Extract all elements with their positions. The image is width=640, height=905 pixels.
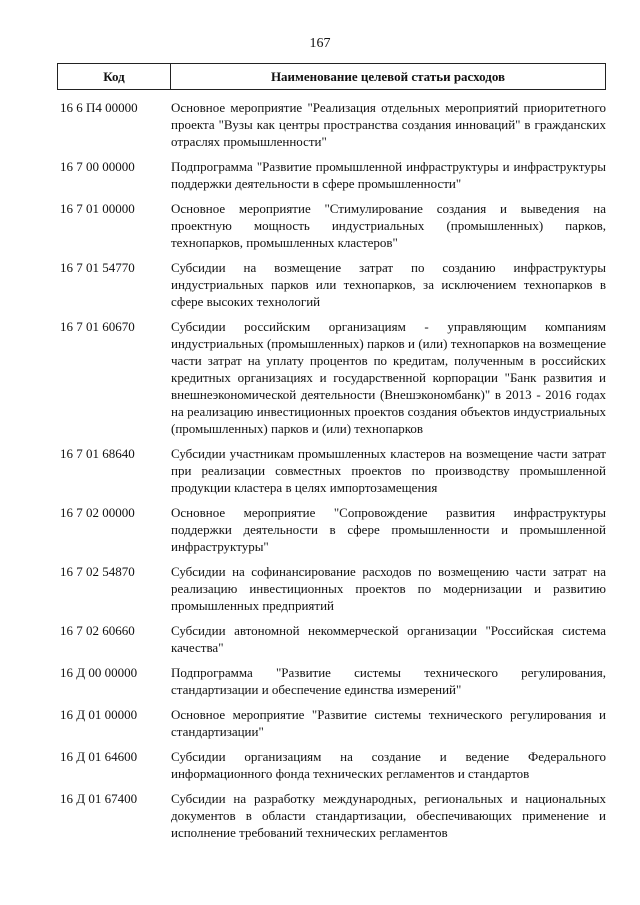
row-name: Субсидии на разработку международных, региональных и национальных документов в области стандартизации, обеспечивающих применение и исполнение требований технических регламентов <box>171 791 606 840</box>
row-code: 16 Д 01 64600 <box>60 749 138 764</box>
row-code: 16 Д 01 00000 <box>60 707 138 722</box>
table-row <box>57 563 606 614</box>
row-code: 16 7 01 00000 <box>60 201 135 216</box>
header-code: Код <box>57 64 171 89</box>
row-name: Основное мероприятие "Реализация отдельных мероприятий приоритетного проекта "Вузы как центры пространства создания инноваций" в гражданских отраслях промышленности" <box>171 100 606 149</box>
row-name: Субсидии российским организациям - управляющим компаниям индустриальных (промышленных) парков и (или) технопарков на возмещение части затрат на уплату процентов по кредитам, полученным в российских кредитных организациях и государственной корпорации "Банк развития и внешнеэкономической деятельности (Внешэкономбанк)" в 2013 - 2016 годах на реализацию инвестиционных проектов создания объектов индустриальных (промышленных) парков и (или) технопарков <box>171 319 606 436</box>
table-row <box>57 622 606 656</box>
row-name: Основное мероприятие "Стимулирование создания и выведения на проектную мощность индустриальных (промышленных) парков, технопарков, промышленных кластеров" <box>171 201 606 250</box>
page-number: 167 <box>309 36 331 51</box>
table-row <box>57 790 606 841</box>
row-name: Основное мероприятие "Сопровождение развития инфраструктуры поддержки деятельности в сфере промышленности и промышленной инфраструктуры" <box>171 505 606 554</box>
table-row <box>57 259 606 310</box>
table-row <box>57 664 606 698</box>
table-header <box>57 63 606 90</box>
row-code: 16 7 02 54870 <box>60 564 135 579</box>
table-row <box>57 504 606 555</box>
row-code: 16 6 П4 00000 <box>60 100 138 115</box>
table-row <box>57 200 606 251</box>
row-code: 16 7 01 68640 <box>60 446 135 461</box>
row-code: 16 7 01 54770 <box>60 260 135 275</box>
header-name: Наименование целевой статьи расходов <box>171 64 606 89</box>
row-name: Субсидии участникам промышленных кластеров на возмещение части затрат при реализации совместных проектов по производству промышленной продукции кластера в целях импортозамещения <box>171 446 606 495</box>
table-body <box>57 90 606 841</box>
row-name: Основное мероприятие "Развитие системы технического регулирования и стандартизации" <box>171 707 606 739</box>
table-row <box>57 748 606 782</box>
table-row <box>57 445 606 496</box>
table-row <box>57 706 606 740</box>
row-code: 16 7 02 60660 <box>60 623 135 638</box>
row-name: Субсидии на возмещение затрат по созданию инфраструктуры индустриальных парков или технопарков, за исключением технопарков в сфере высоких технологий <box>171 260 606 309</box>
table-row <box>57 158 606 192</box>
row-name: Подпрограмма "Развитие системы технического регулирования, стандартизации и обеспечение единства измерений" <box>171 665 606 697</box>
row-code: 16 7 02 00000 <box>60 505 135 520</box>
row-name: Субсидии организациям на создание и ведение Федерального информационного фонда технических регламентов и стандартов <box>171 749 606 781</box>
row-name: Субсидии автономной некоммерческой организации "Российская система качества" <box>171 623 606 655</box>
row-name: Субсидии на софинансирование расходов по возмещению части затрат на реализацию инвестиционных проектов по модернизации и развитию промышленных предприятий <box>171 564 606 613</box>
budget-classification-table <box>57 63 606 849</box>
row-code: 16 Д 00 00000 <box>60 665 138 680</box>
table-row <box>57 318 606 437</box>
row-code: 16 7 01 60670 <box>60 319 135 334</box>
table-row <box>57 99 606 150</box>
row-code: 16 7 00 00000 <box>60 159 135 174</box>
row-code: 16 Д 01 67400 <box>60 791 138 806</box>
row-name: Подпрограмма "Развитие промышленной инфраструктуры и инфраструктуры поддержки деятельности в сфере промышленности" <box>171 159 606 191</box>
